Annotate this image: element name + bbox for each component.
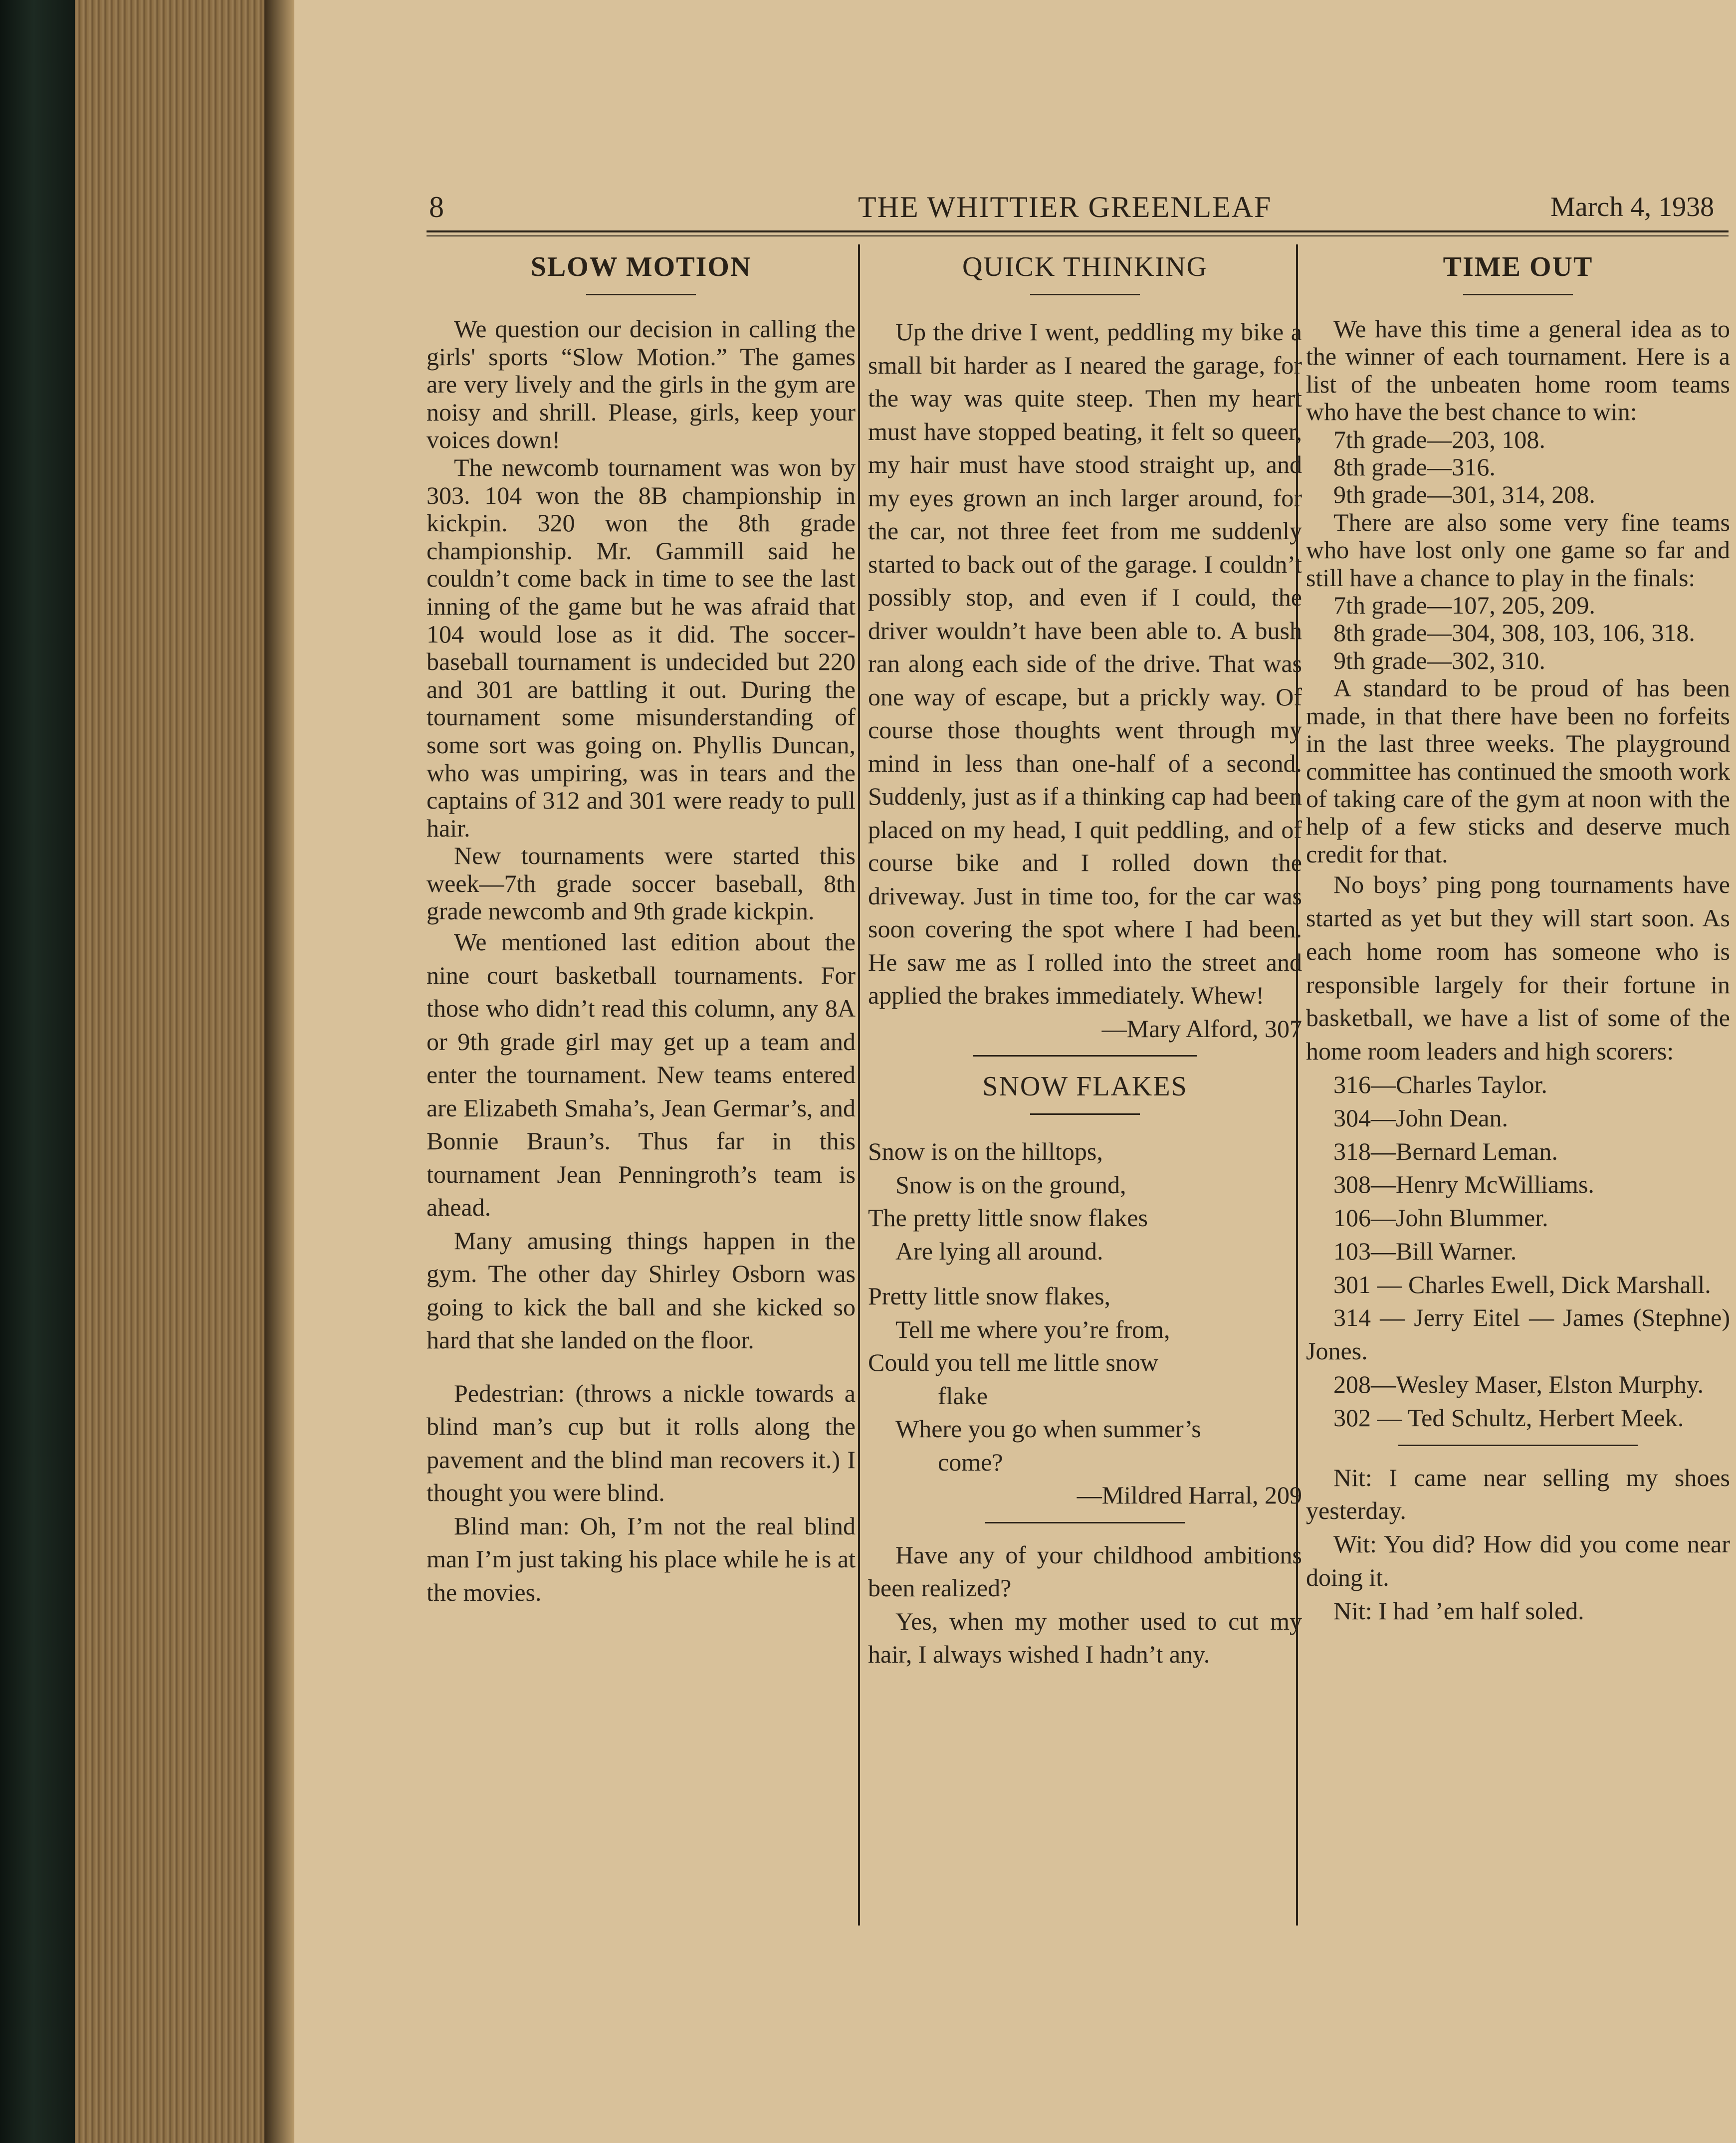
list-item: 7th grade—107, 205, 209. — [1333, 591, 1595, 620]
poem-line: Snow is on the ground, — [895, 1170, 1126, 1199]
poem-line: Tell me where you’re from, — [895, 1315, 1170, 1343]
list-item: 8th grade—316. — [1333, 453, 1496, 481]
binding-gutter — [264, 0, 294, 2143]
joke-line: Yes, when my mother used to cut my hair, I always wished I hadn’t any. — [868, 1607, 1302, 1668]
paragraph: Many amusing things happen in the gym. The other day Shirley Osborn was going to kick the ball and she kicked so hard that she landed on the floor. — [427, 1226, 856, 1354]
poem-line: The pretty little snow flakes — [868, 1204, 1148, 1232]
joke-line: Nit: I came near selling my shoes yesterday. — [1306, 1463, 1730, 1525]
section-rule — [1398, 1445, 1638, 1446]
poem-line: Snow is on the hilltops, — [868, 1137, 1103, 1165]
paragraph: We mentioned last edition about the nine court basketball tournaments. For those who didn’t read this column, any 8A or 9th grade girl may get up a team and enter the tournament. New teams entered are Elizabeth Smaha’s, Jean Germar’s, and Bonnie Braun’s. Thus far in this tournament Jean Penningroth’s team is ahead. — [427, 928, 856, 1222]
list-item: 318—Bernard Leman. — [1333, 1137, 1558, 1165]
heading-rule — [1030, 294, 1140, 295]
list-item: 304—John Dean. — [1333, 1103, 1508, 1132]
joke-line: Blind man: Oh, I’m not the real blind man I’m just taking his place while he is at the movies. — [427, 1511, 856, 1606]
poem-line: Are lying all around. — [895, 1237, 1103, 1265]
page-edges — [75, 0, 264, 2143]
poem-line: Pretty little snow flakes, — [868, 1282, 1111, 1310]
list-item: 308—Henry McWilliams. — [1333, 1170, 1594, 1199]
joke-line: Pedestrian: (throws a nickle towards a blind man’s cup but it rolls along the pavement and the blind man recovers it.) I thought you were blind. — [427, 1379, 856, 1507]
paragraph: A standard to be proud of has been made, in that there have been no forfeits in the last three weeks. The playground committee has continued the smooth work of taking care of the gym at noon with the help of a few sticks and deserve much credit for that. — [1306, 674, 1730, 868]
heading-rule — [586, 294, 696, 295]
column-slow-motion — [427, 252, 856, 1609]
header-rule — [427, 230, 1729, 232]
paragraph: There are also some very fine teams who have lost only one game so far and still have a chance to play in the finals: — [1306, 508, 1730, 592]
list-item: 106—John Blummer. — [1333, 1204, 1548, 1232]
joke-line: Have any of your childhood ambitions been realized? — [868, 1540, 1302, 1602]
paragraph: We have this time a general idea as to the winner of each tournament. Here is a list of the unbeaten home room teams who have the best chance to win: — [1306, 315, 1730, 426]
paragraph: The newcomb tournament was won by 303. 104 won the 8B championship in kickpin. 320 won the 8th grade championship. Mr. Gammill said he couldn’t come back in time to see the last inning of the game but he was afraid that 104 would lose as it did. The soccer-baseball tournament is undecided but 220 and 301 are battling it out. During the tournament some misunderstanding of some sort was going on. Phyllis Duncan, who was umpiring, was in tears and the captains of 312 and 301 were ready to pull hair. — [427, 453, 856, 842]
header-rule-thin — [427, 235, 1729, 236]
joke-line: Wit: You did? How did you come near doing it. — [1306, 1530, 1730, 1592]
list-item: 9th grade—302, 310. — [1333, 646, 1545, 674]
list-item: 7th grade—203, 108. — [1333, 425, 1545, 453]
list-item: 103—Bill Warner. — [1333, 1237, 1517, 1265]
page-number: 8 — [429, 191, 445, 223]
list-item: 301 — Charles Ewell, Dick Marshall. — [1333, 1270, 1711, 1298]
story-text: Up the drive I went, peddling my bike a small bit harder as I neared the garage, for the way was quite steep. Then my heart must have stopped beating, it felt so queer, my hair must have stood straight up, and my eyes grown an inch larger around, for the car, not three feet from me suddenly started to back out of the garage. I couldn’t possibly stop, and even if I could, the driver wouldn’t have been able to. A bush ran along each side of the drive. That was one way of escape, but a prickly way. Of course those thoughts went through my mind in less than one-half of a second. Suddenly, just as if a thinking cap had been placed on my head, I quit peddling, and of course bike and I rolled down the driveway. Just in time too, for the car was soon covering the spot where I had been. He saw me as I rolled into the street and applied the brakes immediately. Whew! — [868, 318, 1302, 1009]
paragraph: No boys’ ping pong tournaments have started as yet but they will start soon. As each home room has someone who is responsible largely for their fortune in basketball, we have a list of some of the home room leaders and high scorers: — [1306, 870, 1730, 1066]
poem — [868, 1135, 1302, 1479]
column-time-out — [1306, 252, 1730, 1628]
list-item: 208—Wesley Maser, Elston Murphy. — [1333, 1370, 1704, 1399]
paragraph: We question our decision in calling the girls' sports “Slow Motion.” The games are very lively and the girls in the gym are noisy and shrill. Please, girls, keep your voices down! — [427, 315, 856, 454]
list-item: 8th grade—304, 308, 103, 106, 318. — [1333, 619, 1695, 647]
article-heading: SLOW MOTION — [530, 251, 752, 282]
column-divider — [858, 244, 860, 1926]
book-spine — [0, 0, 75, 2143]
poem-line: Where you go when summer’s — [895, 1415, 1201, 1443]
heading-rule — [1463, 294, 1573, 295]
list-item: 9th grade—301, 314, 208. — [1333, 480, 1595, 509]
story-author: —Mary Alford, 307 — [1101, 1014, 1302, 1043]
poem-line: come? — [938, 1448, 1003, 1476]
section-rule — [973, 1055, 1197, 1057]
list-item: 314 — Jerry Eitel — James (Stephne) Jones. — [1306, 1303, 1730, 1365]
article-heading: TIME OUT — [1443, 251, 1593, 282]
poem-heading: SNOW FLAKES — [982, 1071, 1188, 1102]
article-heading: QUICK THINKING — [962, 251, 1208, 282]
joke-line: Nit: I had ’em half soled. — [1333, 1596, 1584, 1625]
list-item: 302 — Ted Schultz, Herbert Meek. — [1333, 1403, 1684, 1432]
poem-author: —Mildred Harral, 209 — [1077, 1481, 1302, 1509]
issue-date: March 4, 1938 — [1550, 192, 1715, 222]
poem-line: flake — [938, 1381, 988, 1410]
paragraph: New tournaments were started this week—7th grade soccer baseball, 8th grade newcomb and 9th grade kickpin. — [427, 842, 856, 925]
heading-rule — [1030, 1113, 1140, 1115]
column-quick-thinking — [868, 252, 1302, 1671]
poem-line: Could you tell me little snow — [868, 1348, 1158, 1376]
paper-title: THE WHITTIER GREENLEAF — [858, 191, 1272, 223]
section-rule — [985, 1522, 1185, 1523]
list-item: 316—Charles Taylor. — [1333, 1070, 1547, 1098]
